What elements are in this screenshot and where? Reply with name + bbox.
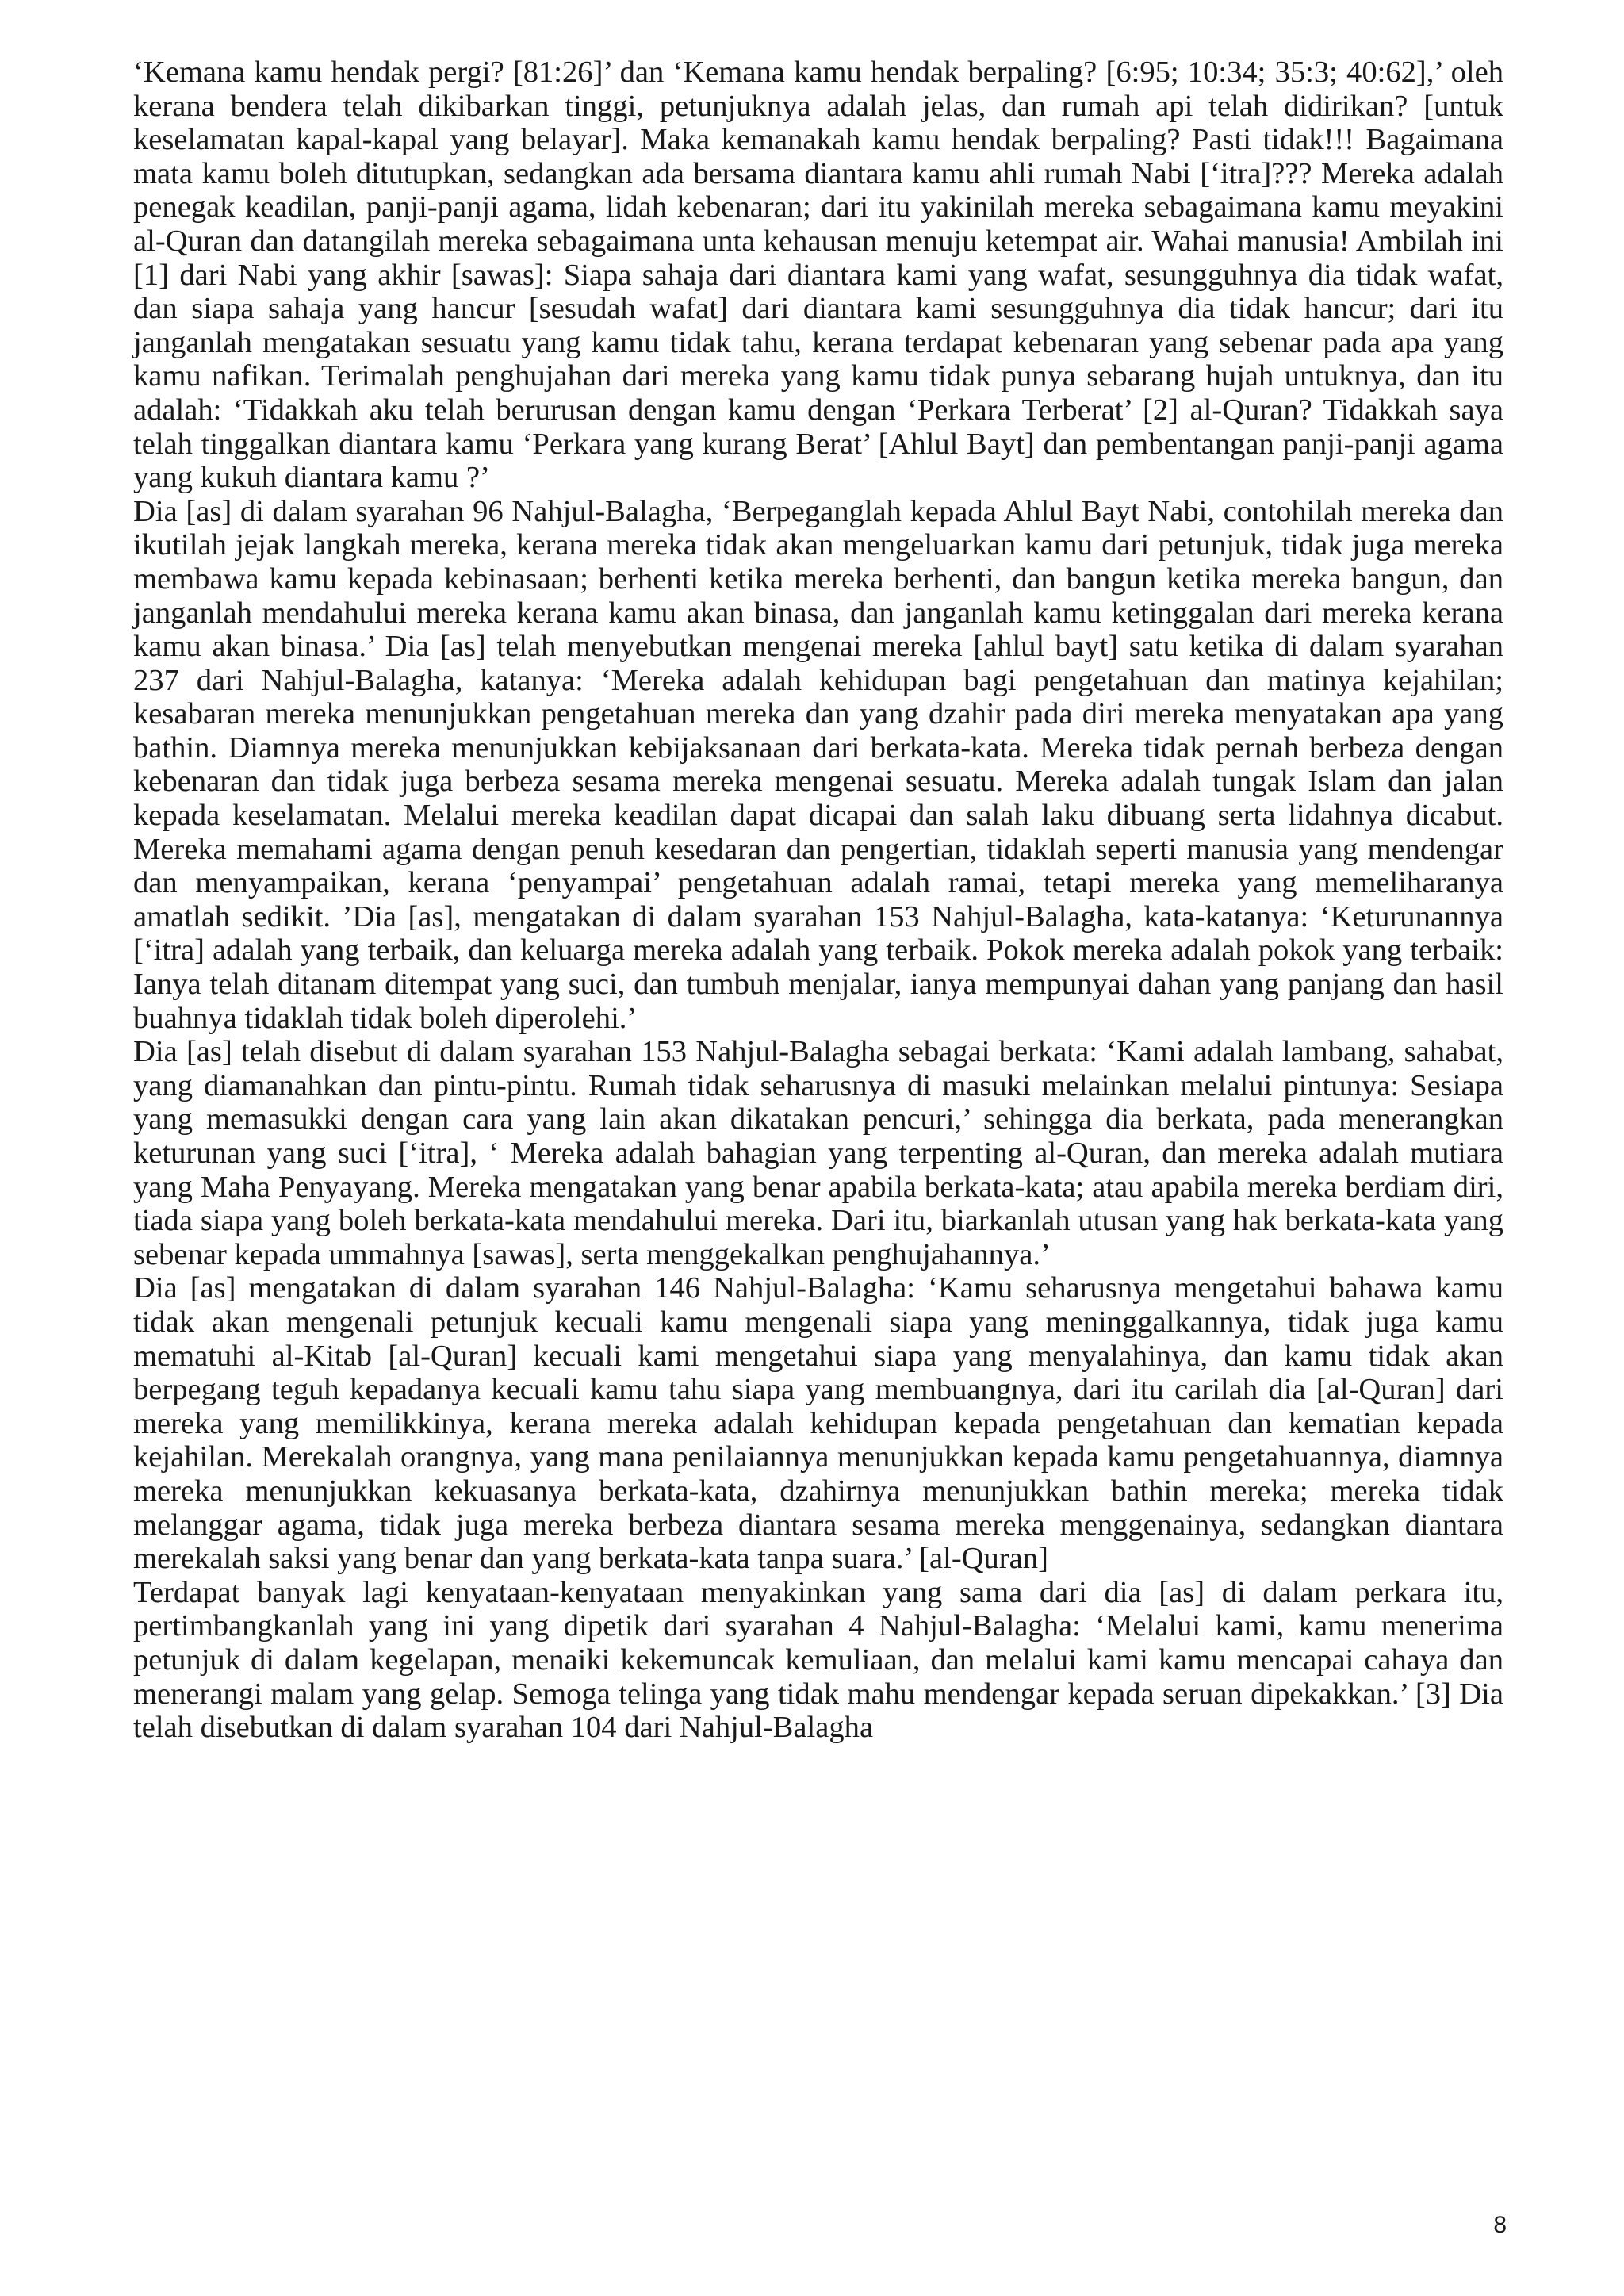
paragraph-2: Dia [as] di dalam syarahan 96 Nahjul-Balagha, ‘Berpeganglah kepada Ahlul Bayt Nabi, contohilah mereka dan ikutilah jejak langkah mereka, kerana mereka tidak akan mengeluarkan kamu dari petunjuk, tidak juga mereka membawa kamu kepada kebinasaan; berhenti ketika mereka berhenti, dan bangun ketika mereka bangun, dan janganlah mendahului mereka kerana kamu akan binasa, dan janganlah kamu ketinggalan dari mereka kerana kamu akan binasa.’ Dia [as] telah menyebutkan mengenai mereka [ahlul bayt] satu ketika di dalam syarahan 237 dari Nahjul-Balagha, katanya: ‘Mereka adalah kehidupan bagi pengetahuan dan matinya kejahilan; kesabaran mereka menunjukkan pengetahuan mereka dan yang dzahir pada diri mereka menyatakan apa yang bathin. Diamnya mereka menunjukkan kebijaksanaan dari berkata-kata. Mereka tidak pernah berbeza dengan kebenaran dan tidak juga berbeza sesama mereka mengenai sesuatu. Mereka adalah tungak Islam dan jalan kepada keselamatan. Melalui mereka keadilan dapat dicapai dan salah laku dibuang serta lidahnya dicabut. Mereka memahami agama dengan penuh kesedaran dan pengertian, tidaklah seperti manusia yang mendengar dan menyampaikan, kerana ‘penyampai’ pengetahuan adalah ramai, tetapi mereka yang memeliharanya amatlah sedikit. ’Dia [as], mengatakan di dalam syarahan 153 Nahjul-Balagha, kata-katanya: ‘Keturunannya [‘itra] adalah yang terbaik, dan keluarga mereka adalah yang terbaik. Pokok mereka adalah pokok yang terbaik: Ianya telah ditanam ditempat yang suci, dan tumbuh menjalar, ianya mempunyai dahan yang panjang dan hasil buahnya tidaklah tidak boleh diperolehi.’ [133, 494, 1503, 1035]
page-number: 8 [1493, 2212, 1507, 2238]
paragraph-3: Dia [as] telah disebut di dalam syarahan 153 Nahjul-Balagha sebagai berkata: ‘Kami adalah lambang, sahabat, yang diamanahkan dan pintu-pintu. Rumah tidak seharusnya di masuki melainkan melalui pintunya: Sesiapa yang memasukki dengan cara yang lain akan dikatakan pencuri,’ sehingga dia berkata, pada menerangkan keturunan yang suci [‘itra], ‘ Mereka adalah bahagian yang terpenting al-Quran, dan mereka adalah mutiara yang Maha Penyayang. Mereka mengatakan yang benar apabila berkata-kata; atau apabila mereka berdiam diri, tiada siapa yang boleh berkata-kata mendahului mereka. Dari itu, biarkanlah utusan yang hak berkata-kata yang sebenar kepada ummahnya [sawas], serta menggekalkan penghujahannya.’ [133, 1035, 1503, 1271]
paragraph-5: Terdapat banyak lagi kenyataan-kenyataan menyakinkan yang sama dari dia [as] di dalam perkara itu, pertimbangkanlah yang ini yang dipetik dari syarahan 4 Nahjul-Balagha: ‘Melalui kami, kamu menerima petunjuk di dalam kegelapan, menaiki kekemuncak kemuliaan, dan melalui kami kamu mencapai cahaya dan menerangi malam yang gelap. Semoga telinga yang tidak mahu mendengar kepada seruan dipekakkan.’ [3] Dia telah disebutkan di dalam syarahan 104 dari Nahjul-Balagha [133, 1575, 1503, 1745]
paragraph-1: ‘Kemana kamu hendak pergi? [81:26]’ dan ‘Kemana kamu hendak berpaling? [6:95; 10:34; 35:3; 40:62],’ oleh kerana bendera telah dikibarkan tinggi, petunjuknya adalah jelas, dan rumah api telah didirikan? [untuk keselamatan kapal-kapal yang belayar]. Maka kemanakah kamu hendak berpaling? Pasti tidak!!! Bagaimana mata kamu boleh ditutupkan, sedangkan ada bersama diantara kamu ahli rumah Nabi [‘itra]??? Mereka adalah penegak keadilan, panji-panji agama, lidah kebenaran; dari itu yakinilah mereka sebagaimana kamu meyakini al-Quran dan datangilah mereka sebagaimana unta kehausan menuju ketempat air. Wahai manusia! Ambilah ini [1] dari Nabi yang akhir [sawas]: Siapa sahaja dari diantara kami yang wafat, sesungguhnya dia tidak wafat, dan siapa sahaja yang hancur [sesudah wafat] dari diantara kami sesungguhnya dia tidak hancur; dari itu janganlah mengatakan sesuatu yang kamu tidak tahu, kerana terdapat kebenaran yang sebenar pada apa yang kamu nafikan. Terimalah penghujahan dari mereka yang kamu tidak punya sebarang hujah untuknya, dan itu adalah: ‘Tidakkah aku telah berurusan dengan kamu dengan ‘Perkara Terberat’ [2] al-Quran? Tidakkah saya telah tinggalkan diantara kamu ‘Perkara yang kurang Berat’ [Ahlul Bayt] dan pembentangan panji-panji agama yang kukuh diantara kamu ?’ [133, 56, 1503, 495]
document-body [133, 56, 1503, 2181]
paragraph-4: Dia [as] mengatakan di dalam syarahan 146 Nahjul-Balagha: ‘Kamu seharusnya mengetahui bahawa kamu tidak akan mengenali petunjuk kecuali kamu mengenali siapa yang meninggalkannya, tidak juga kamu mematuhi al-Kitab [al-Quran] kecuali kami mengetahui siapa yang menyalahinya, dan kamu tidak akan berpegang teguh kepadanya kecuali kamu tahu siapa yang membuangnya, dari itu carilah dia [al-Quran] dari mereka yang memilikkinya, kerana mereka adalah kehidupan kepada pengetahuan dan kematian kepada kejahilan. Merekalah orangnya, yang mana penilaiannya menunjukkan kepada kamu pengetahuannya, diamnya mereka menunjukkan kekuasanya berkata-kata, dzahirnya menunjukkan bathin mereka; mereka tidak melanggar agama, tidak juga mereka berbeza diantara sesama mereka menggenainya, sedangkan diantara merekalah saksi yang benar dan yang berkata-kata tanpa suara.’ [al-Quran] [133, 1271, 1503, 1576]
